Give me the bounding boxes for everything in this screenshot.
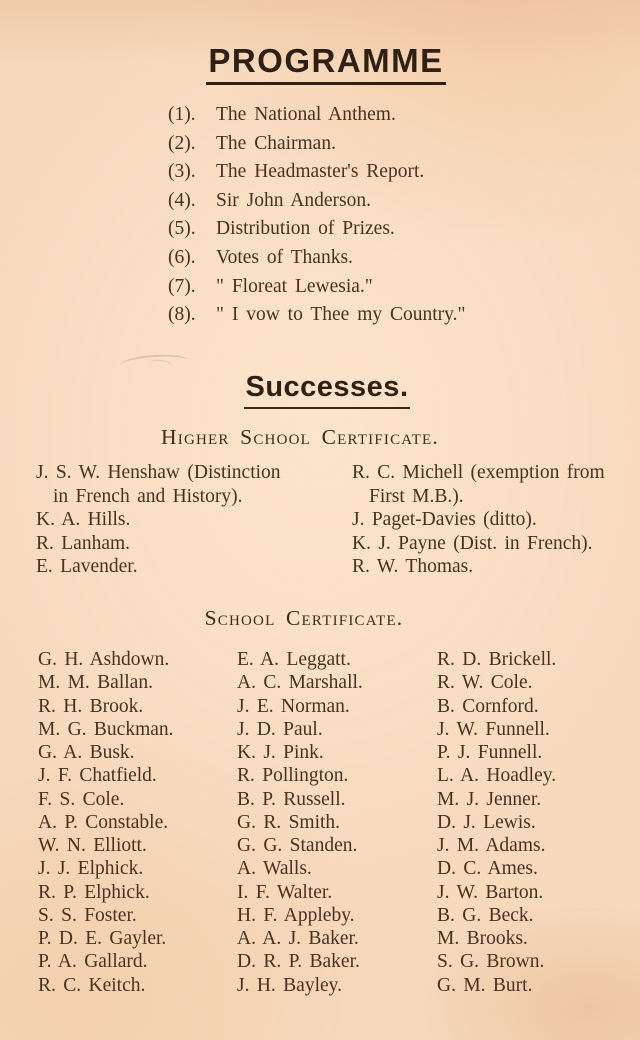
school-certificate-name: J. J. Elphick.: [38, 858, 144, 880]
school-certificate-column-1: [38, 648, 174, 997]
school-certificate-name: G. M. Burt.: [437, 974, 533, 996]
school-certificate-name: J. W. Funnell.: [437, 718, 550, 740]
programme-item-text: The National Anthem.: [216, 104, 396, 125]
school-certificate-name: A. P. Constable.: [38, 811, 169, 833]
school-certificate-name: P. J. Funnell.: [437, 742, 543, 763]
school-certificate-name: M. G. Buckman.: [38, 718, 174, 740]
programme-item-text: Distribution of Prizes.: [216, 218, 395, 240]
school-certificate-name: A. Walls.: [237, 858, 312, 880]
programme-item-number: (6).: [168, 246, 196, 268]
school-certificate-name: J. W. Barton.: [437, 881, 544, 903]
successes-title: [7, 371, 640, 404]
school-certificate-name: A. A. J. Baker.: [237, 928, 359, 949]
school-certificate-column-3: [437, 648, 556, 997]
school-certificate-name: S. G. Brown.: [437, 951, 545, 973]
programme-item: [168, 187, 465, 216]
school-certificate-name: M. M. Ballan.: [38, 672, 153, 694]
school-certificate-name: R. P. Elphick.: [38, 881, 150, 903]
programme-title: [6, 42, 640, 80]
programme-list: [168, 101, 465, 330]
higher-certificate-name: K. A. Hills.: [36, 509, 131, 531]
higher-school-certificate-heading: Higher School Certificate.: [161, 425, 439, 449]
school-certificate-name: J. F. Chatfield.: [38, 765, 157, 787]
school-certificate-name: J. D. Paul.: [237, 718, 323, 740]
successes-title-text: Successes.: [244, 371, 409, 409]
higher-certificate-name: J. S. W. Henshaw (Distinction: [36, 462, 281, 483]
school-certificate-name: D. C. Ames.: [437, 858, 538, 880]
school-certificate-name: G. R. Smith.: [237, 811, 341, 833]
programme-item: [168, 215, 465, 244]
higher-certificate-name: R. C. Michell (exemption from: [352, 462, 605, 483]
school-certificate-name: B. P. Russell.: [237, 788, 346, 810]
school-certificate-heading: School Certificate.: [204, 606, 404, 630]
higher-certificate-left-column: [36, 461, 281, 579]
programme-item-text: The Chairman.: [216, 132, 336, 154]
school-certificate-name: E. A. Leggatt.: [237, 649, 351, 670]
programme-item-text: " I vow to Thee my Country.": [216, 304, 466, 326]
programme-item-number: (5).: [168, 218, 196, 240]
school-certificate-name: L. A. Hoadley.: [437, 765, 557, 787]
programme-item-number: (1).: [168, 104, 196, 125]
school-certificate-name: W. N. Elliott.: [38, 835, 147, 856]
higher-certificate-name: J. Paget-Davies (ditto).: [352, 509, 537, 531]
programme-item-text: " Floreat Lewesia.": [216, 275, 373, 297]
higher-certificate-right-column: [352, 461, 605, 579]
school-certificate-name: M. J. Jenner.: [437, 788, 542, 810]
school-certificate-name: J. H. Bayley.: [237, 974, 343, 996]
higher-certificate-name: R. W. Thomas.: [352, 556, 474, 578]
programme-item-number: (2).: [168, 132, 196, 154]
higher-certificate-name: K. J. Payne (Dist. in French).: [352, 532, 593, 554]
school-certificate-name: J. E. Norman.: [237, 695, 350, 717]
programme-item: [168, 101, 465, 130]
school-certificate-name: B. G. Beck.: [437, 904, 534, 926]
school-certificate-name: R. D. Brickell.: [437, 649, 557, 670]
school-certificate-name: M. Brooks.: [437, 928, 528, 949]
school-certificate-name: A. C. Marshall.: [237, 672, 363, 694]
programme-item: [168, 158, 465, 187]
school-certificate-name: D. R. P. Baker.: [237, 951, 360, 973]
school-certificate-name: G. A. Busk.: [38, 742, 135, 763]
programme-item-text: Sir John Anderson.: [216, 189, 371, 211]
programme-item-text: The Headmaster's Report.: [216, 161, 425, 183]
school-certificate-name: G. G. Standen.: [237, 835, 358, 856]
programme-item: [168, 244, 465, 273]
school-certificate-name: B. Cornford.: [437, 695, 539, 717]
school-certificate-name: J. M. Adams.: [437, 835, 546, 856]
school-certificate-name: R. Pollington.: [237, 765, 349, 787]
school-certificate-name: P. A. Gallard.: [38, 951, 148, 973]
school-certificate-name: F. S. Cole.: [38, 788, 125, 810]
programme-item-number: (8).: [168, 304, 196, 326]
school-certificate-column-2: [237, 648, 363, 997]
programme-item: [168, 273, 465, 302]
school-certificate-name: P. D. E. Gayler.: [38, 928, 167, 949]
school-certificate-name: K. J. Pink.: [237, 742, 324, 763]
school-certificate-name: R. C. Keitch.: [38, 974, 146, 996]
programme-item: [168, 130, 465, 159]
higher-certificate-name: First M.B.).: [369, 485, 464, 507]
programme-title-text: PROGRAMME: [206, 42, 445, 85]
school-certificate-name: R. H. Brook.: [38, 695, 144, 717]
school-certificate-name: D. J. Lewis.: [437, 811, 536, 833]
programme-item-text: Votes of Thanks.: [216, 246, 353, 268]
higher-certificate-name: R. Lanham.: [36, 532, 131, 554]
higher-certificate-name: in French and History).: [53, 485, 243, 507]
programme-item-number: (3).: [168, 161, 196, 183]
programme-item-number: (4).: [168, 189, 196, 211]
school-certificate-name: S. S. Foster.: [38, 904, 137, 926]
school-certificate-name: G. H. Ashdown.: [38, 649, 170, 670]
school-certificate-name: I. F. Walter.: [237, 881, 333, 903]
programme-item: [168, 301, 465, 330]
school-certificate-name: R. W. Cole.: [437, 672, 533, 694]
school-certificate-name: H. F. Appleby.: [237, 904, 355, 926]
programme-item-number: (7).: [168, 275, 196, 297]
higher-certificate-name: E. Lavender.: [36, 556, 138, 578]
